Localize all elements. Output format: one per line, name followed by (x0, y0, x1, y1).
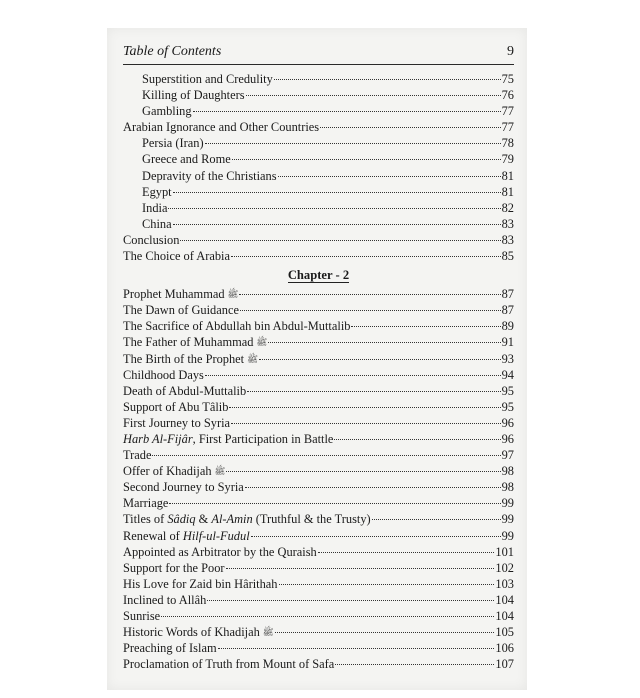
salutation-mark: ﷺ (256, 337, 268, 348)
toc-entry: China 83 (142, 216, 514, 231)
toc-entry: Support for the Poor 102 (123, 560, 514, 575)
chapter-heading: Chapter - 2 (287, 268, 350, 283)
toc-entry: His Love for Zaid bin Hârithah 103 (123, 576, 514, 591)
toc-entry: Trade 97 (123, 448, 514, 463)
toc-entry: Childhood Days 94 (123, 367, 514, 382)
toc-entry: Persia (Iran) 78 (142, 136, 514, 151)
toc-entry: Historic Words of Khadijah ﷺ 105 (123, 625, 514, 640)
toc-entry: Preaching of Islam 106 (123, 641, 514, 656)
toc-entry: Titles of Sâdiq & Al-Amin (Truthful & the Trusty) 99 (123, 512, 514, 527)
toc-entry: Superstition and Credulity 75 (142, 72, 514, 86)
page-header (123, 44, 514, 65)
salutation-mark: ﷺ (227, 289, 239, 300)
toc-entry: Support of Abu Tâlib 95 (123, 399, 514, 414)
toc-entry: Harb Al-Fijâr, First Participation in Battle 96 (123, 431, 514, 446)
page-number: 9 (507, 44, 514, 59)
toc-entry: Renewal of Hilf-ul-Fudul 99 (123, 528, 514, 543)
toc-entry: Inclined to Allâh 104 (123, 592, 514, 607)
toc-entry: Death of Abdul-Muttalib 95 (123, 383, 514, 398)
toc-entry: Killing of Daughters 76 (142, 88, 514, 103)
toc-entry: Appointed as Arbitrator by the Quraish 101 (123, 544, 514, 559)
toc-entry: Arabian Ignorance and Other Countries 77 (123, 120, 514, 135)
table-of-contents (123, 71, 514, 672)
toc-entry: The Birth of the Prophet ﷺ 93 (123, 351, 514, 366)
toc-entry: Conclusion 83 (123, 232, 514, 247)
salutation-mark: ﷺ (214, 466, 226, 477)
salutation-mark: ﷺ (262, 627, 274, 638)
toc-entry: The Father of Muhammad ﷺ 91 (123, 335, 514, 350)
toc-entry: Marriage 99 (123, 496, 514, 511)
toc-entry: Second Journey to Syria 98 (123, 480, 514, 495)
toc-entry: Greece and Rome 79 (142, 152, 514, 167)
toc-entry: India 82 (142, 200, 514, 215)
toc-entry: Gambling 77 (142, 104, 514, 119)
toc-entry: The Dawn of Guidance 87 (123, 303, 514, 318)
toc-entry: The Choice of Arabia 85 (123, 249, 514, 264)
toc-entry: Prophet Muhammad ﷺ 87 (123, 287, 514, 302)
toc-entry: Sunrise 104 (123, 609, 514, 623)
toc-entry: Offer of Khadijah ﷺ 98 (123, 464, 514, 479)
toc-entry: Proclamation of Truth from Mount of Safa 107 (123, 657, 514, 672)
toc-entry: The Sacrifice of Abdullah bin Abdul-Muttalib 89 (123, 319, 514, 334)
toc-entry: Egypt 81 (142, 184, 514, 199)
salutation-mark: ﷺ (247, 353, 259, 364)
running-title: Table of Contents (123, 44, 222, 59)
toc-entry: First Journey to Syria 96 (123, 415, 514, 430)
toc-entry: Depravity of the Christians 81 (142, 168, 514, 183)
